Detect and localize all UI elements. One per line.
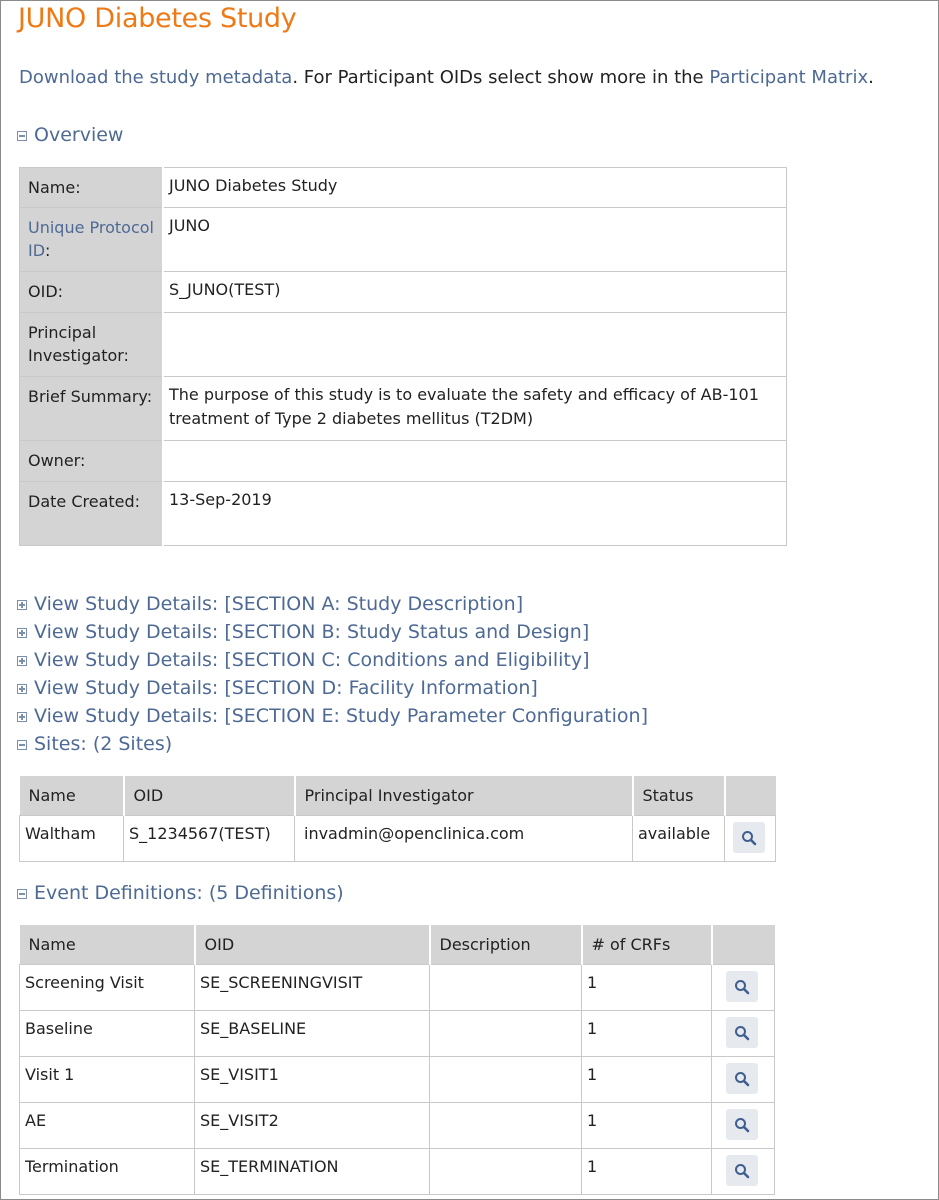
participant-matrix-link[interactable]: Participant Matrix	[709, 67, 869, 88]
magnifier-icon	[741, 830, 757, 846]
section-d-toggle[interactable]	[17, 677, 538, 699]
expand-icon	[17, 628, 27, 638]
event-name: Baseline	[20, 1011, 195, 1057]
label-suffix: :	[45, 241, 51, 260]
events-table	[19, 925, 775, 1195]
overview-value: JUNO	[163, 208, 787, 272]
collapse-icon	[17, 740, 27, 750]
overview-label: Principal Investigator:	[20, 313, 164, 377]
column-header: OID	[124, 776, 295, 816]
event-description	[430, 1149, 582, 1195]
column-header: OID	[195, 925, 430, 965]
download-metadata-link[interactable]: Download the study metadata	[19, 67, 293, 88]
table-row	[20, 1103, 775, 1149]
site-actions	[725, 816, 776, 862]
overview-label: Owner:	[20, 441, 164, 482]
section-toggle-label: View Study Details: [SECTION B: Study Status and Design]	[34, 621, 590, 643]
table-row	[20, 816, 776, 862]
section-a-toggle[interactable]	[17, 593, 523, 615]
intro-text-middle: . For Participant OIDs select show more in the	[292, 67, 710, 88]
event-crf-count: 1	[582, 1011, 712, 1057]
column-header: Description	[430, 925, 582, 965]
event-crf-count: 1	[582, 965, 712, 1011]
sites-table	[19, 776, 776, 862]
event-name: Screening Visit	[20, 965, 195, 1011]
sites-toggle-label: Sites: (2 Sites)	[34, 733, 173, 755]
overview-table	[19, 167, 787, 546]
column-header	[712, 925, 775, 965]
overview-value: 13-Sep-2019	[163, 482, 787, 546]
overview-toggle-label: Overview	[34, 124, 124, 146]
overview-row-oid	[20, 272, 787, 313]
event-oid: SE_TERMINATION	[195, 1149, 430, 1195]
overview-value: The purpose of this study is to evaluate the safety and efficacy of AB-101 treatment of Type 2 diabetes mellitus (T2DM)	[163, 377, 787, 441]
view-event-button[interactable]	[726, 971, 758, 1002]
column-header: Principal Investigator	[295, 776, 633, 816]
event-description	[430, 1011, 582, 1057]
expand-icon	[17, 712, 27, 722]
event-oid: SE_VISIT1	[195, 1057, 430, 1103]
intro-text-end: .	[868, 67, 874, 88]
sites-toggle[interactable]	[17, 733, 172, 755]
sites-header-row	[20, 776, 776, 816]
view-site-button[interactable]	[733, 822, 765, 853]
view-event-button[interactable]	[726, 1155, 758, 1186]
overview-label: OID:	[20, 272, 164, 313]
view-event-button[interactable]	[726, 1109, 758, 1140]
table-row	[20, 1149, 775, 1195]
event-description	[430, 1057, 582, 1103]
event-oid: SE_BASELINE	[195, 1011, 430, 1057]
magnifier-icon	[734, 979, 750, 995]
magnifier-icon	[734, 1163, 750, 1179]
event-crf-count: 1	[582, 1057, 712, 1103]
event-actions	[712, 1057, 775, 1103]
event-description	[430, 965, 582, 1011]
column-header: Status	[633, 776, 725, 816]
table-row	[20, 965, 775, 1011]
section-toggle-label: View Study Details: [SECTION C: Conditions and Eligibility]	[34, 649, 590, 671]
events-toggle-label: Event Definitions: (5 Definitions)	[34, 882, 344, 904]
expand-icon	[17, 600, 27, 610]
magnifier-icon	[734, 1071, 750, 1087]
events-header-row	[20, 925, 775, 965]
overview-value: JUNO Diabetes Study	[163, 168, 787, 208]
event-actions	[712, 1103, 775, 1149]
page-title: JUNO Diabetes Study	[18, 3, 297, 34]
overview-row-owner	[20, 441, 787, 482]
collapse-icon	[17, 131, 27, 141]
section-toggle-label: View Study Details: [SECTION D: Facility Information]	[34, 677, 538, 699]
site-name: Waltham	[20, 816, 124, 862]
table-row	[20, 1011, 775, 1057]
overview-row-name	[20, 168, 787, 208]
events-toggle[interactable]	[17, 882, 344, 904]
section-e-toggle[interactable]	[17, 705, 648, 727]
site-pi: invadmin@openclinica.com	[295, 816, 633, 862]
overview-label: Brief Summary:	[20, 377, 164, 441]
overview-value	[163, 313, 787, 377]
magnifier-icon	[734, 1117, 750, 1133]
expand-icon	[17, 656, 27, 666]
collapse-icon	[17, 889, 27, 899]
overview-value	[163, 441, 787, 482]
column-header: Name	[20, 776, 124, 816]
expand-icon	[17, 684, 27, 694]
event-crf-count: 1	[582, 1149, 712, 1195]
site-status: available	[633, 816, 725, 862]
site-oid: S_1234567(TEST)	[124, 816, 295, 862]
overview-label: Name:	[20, 168, 164, 208]
section-toggle-label: View Study Details: [SECTION A: Study Description]	[34, 593, 524, 615]
view-event-button[interactable]	[726, 1017, 758, 1048]
section-b-toggle[interactable]	[17, 621, 589, 643]
event-name: Visit 1	[20, 1057, 195, 1103]
overview-label	[20, 208, 164, 272]
view-event-button[interactable]	[726, 1063, 758, 1094]
overview-row-summary	[20, 377, 787, 441]
column-header: Name	[20, 925, 195, 965]
table-row	[20, 1057, 775, 1103]
unique-protocol-id-link[interactable]: Unique Protocol ID	[28, 218, 154, 260]
event-description	[430, 1103, 582, 1149]
overview-label: Date Created:	[20, 482, 164, 546]
overview-row-protocol-id	[20, 208, 787, 272]
event-name: AE	[20, 1103, 195, 1149]
overview-row-pi	[20, 313, 787, 377]
section-c-toggle[interactable]	[17, 649, 590, 671]
column-header	[725, 776, 776, 816]
event-oid: SE_VISIT2	[195, 1103, 430, 1149]
event-name: Termination	[20, 1149, 195, 1195]
section-toggle-label: View Study Details: [SECTION E: Study Parameter Configuration]	[34, 705, 648, 727]
event-actions	[712, 1011, 775, 1057]
intro-line	[19, 67, 874, 88]
magnifier-icon	[734, 1025, 750, 1041]
event-actions	[712, 965, 775, 1011]
overview-value: S_JUNO(TEST)	[163, 272, 787, 313]
event-actions	[712, 1149, 775, 1195]
overview-row-date-created	[20, 482, 787, 546]
event-crf-count: 1	[582, 1103, 712, 1149]
overview-toggle[interactable]	[17, 124, 123, 146]
column-header: # of CRFs	[582, 925, 712, 965]
event-oid: SE_SCREENINGVISIT	[195, 965, 430, 1011]
